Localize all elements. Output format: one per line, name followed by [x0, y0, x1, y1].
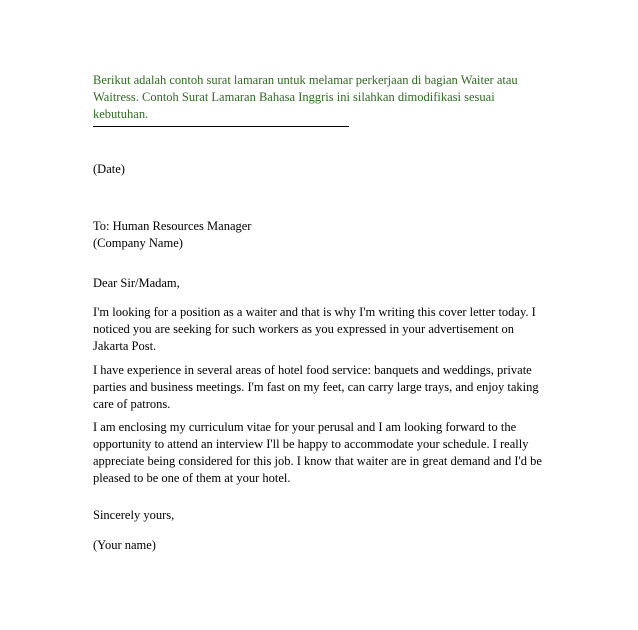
separator-line [93, 126, 349, 127]
body-paragraph-1 [93, 304, 563, 355]
paragraph-line: parties and business meetings. I'm fast on my feet, can carry large trays, and enjoy taking [93, 380, 539, 394]
salutation-text: Dear Sir/Madam, [93, 276, 180, 290]
body-paragraph-2 [93, 362, 563, 413]
paragraph-line: noticed you are seeking for such workers as you expressed in your advertisement on [93, 322, 515, 336]
salutation [93, 275, 563, 292]
signature [93, 537, 563, 554]
recipient-block [93, 218, 563, 252]
paragraph-line: care of patrons. [93, 397, 171, 411]
paragraph-line: opportunity to attend an interview I'll be happy to accommodate your schedule. I really [93, 437, 529, 451]
paragraph-line: appreciate being considered for this job. I know that waiter are in great demand and I'd be [93, 454, 542, 468]
intro-text [93, 72, 563, 123]
body-paragraph-3 [93, 419, 563, 487]
signature-text: (Your name) [93, 538, 156, 552]
paragraph-line: I have experience in several areas of hotel food service: banquets and weddings, private [93, 363, 532, 377]
intro-line: kebutuhan. [93, 107, 149, 121]
closing-text: Sincerely yours, [93, 508, 175, 522]
paragraph-line: I'm looking for a position as a waiter and that is why I'm writing this cover letter today. I [93, 305, 536, 319]
date-text: (Date) [93, 162, 125, 176]
recipient-title: To: Human Resources Manager [93, 219, 252, 233]
paragraph-line: pleased to be one of them at your hotel. [93, 471, 291, 485]
recipient-company: (Company Name) [93, 236, 183, 250]
intro-line: Waitress. Contoh Surat Lamaran Bahasa Inggris ini silahkan dimodifikasi sesuai [93, 90, 495, 104]
paragraph-line: Jakarta Post. [93, 339, 157, 353]
date-line [93, 161, 563, 178]
closing [93, 507, 563, 524]
intro-line: Berikut adalah contoh surat lamaran untuk melamar perkerjaan di bagian Waiter atau [93, 73, 518, 87]
paragraph-line: I am enclosing my curriculum vitae for your perusal and I am looking forward to the [93, 420, 517, 434]
